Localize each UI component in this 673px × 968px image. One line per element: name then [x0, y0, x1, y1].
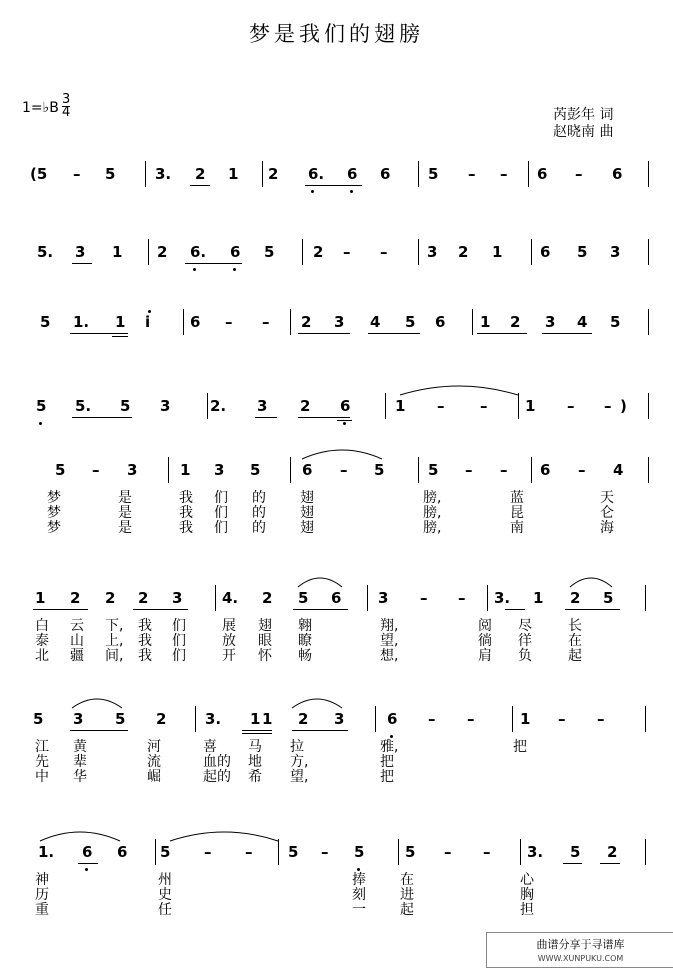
score-note: –: [578, 461, 586, 479]
lyric-word: 肩: [478, 648, 492, 664]
lyric-word: 心: [520, 872, 534, 888]
lyric-word: 重: [35, 902, 49, 918]
score-note: 1: [520, 710, 531, 728]
score-note: –: [465, 461, 473, 479]
lyric-word: 雅,: [380, 739, 399, 755]
lyric-word: 翅: [300, 490, 314, 506]
score-note: 3: [160, 397, 171, 415]
lyric-word: 徜: [478, 633, 492, 649]
score-note: 5: [250, 461, 261, 479]
score-note: 3.: [494, 589, 511, 607]
lyric-word: 把: [380, 754, 394, 770]
score-note: 2: [156, 710, 167, 728]
lyric-word: 喜: [203, 739, 217, 755]
score-note: –: [204, 843, 212, 861]
composer-credit: 赵晓南 曲: [553, 124, 614, 140]
lyric-word: 膀,: [423, 490, 442, 506]
score-note: 4.: [222, 589, 239, 607]
score-note: –: [558, 710, 566, 728]
lyric-word: 神: [35, 872, 49, 888]
song-title: 梦是我们的翅膀: [249, 22, 424, 46]
score-note: 5: [298, 589, 309, 607]
score-note: –: [467, 710, 475, 728]
score-note: 3.: [155, 165, 172, 183]
lyric-word: 怀: [258, 648, 272, 664]
score-note: 2: [570, 589, 581, 607]
score-note: 2: [157, 243, 168, 261]
lyric-word: 的: [252, 490, 266, 506]
score-note: 6: [190, 313, 201, 331]
score-note: 2: [268, 165, 279, 183]
lyric-word: 担: [520, 902, 534, 918]
score-note: 5: [115, 710, 126, 728]
lyric-word: 梦: [47, 505, 61, 521]
score-note: 6: [612, 165, 623, 183]
lyric-word: 畅: [298, 648, 312, 664]
score-note: 3: [214, 461, 225, 479]
lyric-word: 在: [400, 872, 414, 888]
lyric-word: 膀,: [423, 505, 442, 521]
score-note: 6: [302, 461, 313, 479]
score-note: 2: [195, 165, 206, 183]
score-note: 5: [160, 843, 171, 861]
lyric-word: 间,: [105, 648, 124, 664]
lyric-word: 徉: [518, 633, 532, 649]
score-note: –: [468, 165, 476, 183]
score-note: 3: [73, 710, 84, 728]
lyric-word: 进: [400, 887, 414, 903]
score-note: 6: [331, 589, 342, 607]
slur-arc: [40, 832, 120, 841]
score-note: 5: [610, 313, 621, 331]
score-note: 3.: [527, 843, 544, 861]
score-note: 1: [228, 165, 239, 183]
lyric-word: 下,: [105, 618, 124, 634]
score-note: 2: [301, 313, 312, 331]
score-note: 2: [138, 589, 149, 607]
lyric-word: 仑: [600, 505, 614, 521]
lyric-word: 州: [158, 872, 172, 888]
footer-line1: 曲谱分享于寻谱库: [536, 938, 625, 951]
score-note: –: [73, 165, 81, 183]
lyric-word: 的: [252, 505, 266, 521]
score-note: 1: [262, 710, 273, 728]
lyric-word: 云: [70, 618, 84, 634]
lyric-word: 瞭: [298, 633, 312, 649]
lyric-word: 天: [600, 490, 614, 506]
score-note: –: [92, 461, 100, 479]
score-note: i: [145, 313, 151, 331]
score-note: –: [321, 843, 329, 861]
score-note: 6: [537, 165, 548, 183]
score-note: 5: [577, 243, 588, 261]
score-note: –: [420, 589, 428, 607]
lyric-word: 流: [147, 754, 161, 770]
score-note: 3: [334, 313, 345, 331]
lyric-word: 一: [352, 902, 366, 918]
score-note: 3.: [205, 710, 222, 728]
lyric-word: 任: [158, 902, 172, 918]
score-note: 2: [607, 843, 618, 861]
lyric-word: 翱: [298, 618, 312, 634]
lyric-word: 方,: [290, 754, 309, 770]
lyric-word: 我: [138, 648, 152, 664]
lyric-word: 血的: [203, 754, 231, 770]
lyric-word: 疆: [70, 648, 84, 664]
lyric-word: 起: [400, 902, 414, 918]
score-note: 1.: [73, 313, 90, 331]
lyric-word: 江: [35, 739, 49, 755]
score-note: 5: [405, 843, 416, 861]
score-note: 2: [298, 710, 309, 728]
score-note: 5: [105, 165, 116, 183]
lyric-word: 泰: [35, 633, 49, 649]
score-note: 6.: [308, 165, 325, 183]
lyric-word: 中: [35, 769, 49, 785]
lyricist-credit: 芮彭年 词: [553, 107, 614, 123]
score-note: 1: [395, 397, 406, 415]
score-note: 5: [40, 313, 51, 331]
lyric-word: 眼: [258, 633, 272, 649]
lyric-word: 是: [118, 505, 132, 521]
score-note: 6: [117, 843, 128, 861]
lyric-word: 们: [172, 618, 186, 634]
score-note: 3: [427, 243, 438, 261]
lyric-word: 我: [138, 618, 152, 634]
slur-arc: [170, 832, 278, 841]
score-note: –: [428, 710, 436, 728]
lyric-word: 华: [73, 769, 87, 785]
score-note: 5: [36, 397, 47, 415]
score-note: 1: [180, 461, 191, 479]
score-note: –: [245, 843, 253, 861]
slur-arc: [400, 386, 518, 395]
score-note: 5: [570, 843, 581, 861]
score-note: –: [437, 397, 445, 415]
lyric-word: 希: [248, 769, 262, 785]
lyric-word: 是: [118, 490, 132, 506]
lyric-word: 想,: [380, 648, 399, 664]
score-note: 2: [458, 243, 469, 261]
score-note: –: [575, 165, 583, 183]
lyric-word: 我: [138, 633, 152, 649]
lyric-word: 海: [600, 520, 614, 536]
slur-arc: [292, 699, 342, 708]
lyric-word: 把: [380, 769, 394, 785]
score-note: –: [380, 243, 388, 261]
score-note: 1: [492, 243, 503, 261]
lyric-word: 翅: [300, 505, 314, 521]
score-note: –: [262, 313, 270, 331]
lyric-word: 山: [70, 633, 84, 649]
score-note: 3: [172, 589, 183, 607]
score-note: –: [597, 710, 605, 728]
score-note: 3: [257, 397, 268, 415]
lyric-word: 们: [214, 490, 228, 506]
lyric-word: 辈: [73, 754, 87, 770]
slur-arc: [302, 450, 382, 459]
score-note: 3: [545, 313, 556, 331]
score-note: 1: [112, 243, 123, 261]
score-note: 3: [334, 710, 345, 728]
score-note: 1: [525, 397, 536, 415]
score-note: –: [458, 589, 466, 607]
score-note: 5: [405, 313, 416, 331]
lyric-word: 历: [35, 887, 49, 903]
score-note: 1: [250, 710, 261, 728]
score-note: 4: [613, 461, 624, 479]
lyric-word: 把: [513, 739, 527, 755]
lyric-word: 起的: [203, 769, 231, 785]
lyric-word: 黄: [73, 739, 87, 755]
score-note: ): [620, 397, 627, 415]
lyric-word: 胸: [520, 887, 534, 903]
score-note: 6: [387, 710, 398, 728]
lyric-word: 阅: [478, 618, 492, 634]
lyric-word: 我: [179, 505, 193, 521]
lyric-word: 开: [222, 648, 236, 664]
score-note: –: [500, 461, 508, 479]
score-note: 1: [480, 313, 491, 331]
score-note: –: [480, 397, 488, 415]
lyric-word: 南: [510, 520, 524, 536]
lyric-word: 白: [35, 618, 49, 634]
score-note: 6: [82, 843, 93, 861]
score-note: 1: [115, 313, 126, 331]
time-signature-numerator: 3: [62, 92, 71, 107]
score-note: 3: [378, 589, 389, 607]
lyric-word: 我: [179, 520, 193, 536]
lyric-word: 捧: [352, 872, 366, 888]
lyric-word: 史: [158, 887, 172, 903]
lyric-word: 的: [252, 520, 266, 536]
lyric-word: 我: [179, 490, 193, 506]
lyric-word: 梦: [47, 520, 61, 536]
slur-arc: [570, 578, 612, 587]
lyric-word: 展: [222, 618, 236, 634]
score-note: 4: [370, 313, 381, 331]
score-note: 1.: [38, 843, 55, 861]
score-note: 6: [347, 165, 358, 183]
lyric-word: 在: [568, 633, 582, 649]
lyric-word: 们: [214, 505, 228, 521]
lyric-word: 拉: [290, 739, 304, 755]
slur-arc: [72, 699, 122, 708]
score-note: 3: [127, 461, 138, 479]
lyric-word: 们: [214, 520, 228, 536]
lyric-word: 尽: [518, 618, 532, 634]
lyric-word: 崛: [147, 769, 161, 785]
score-note: –: [567, 397, 575, 415]
score-note: 5: [428, 165, 439, 183]
score-note: –: [500, 165, 508, 183]
score-note: –: [225, 313, 233, 331]
lyric-word: 望,: [290, 769, 309, 785]
time-signature-denominator: 4: [62, 105, 71, 120]
lyric-word: 们: [172, 633, 186, 649]
lyric-word: 膀,: [423, 520, 442, 536]
score-note: –: [604, 397, 612, 415]
score-note: 6: [230, 243, 241, 261]
lyric-word: 梦: [47, 490, 61, 506]
lyric-word: 刻: [352, 887, 366, 903]
score-note: 5: [374, 461, 385, 479]
score-note: 2: [262, 589, 273, 607]
lyric-word: 蓝: [510, 490, 524, 506]
lyric-word: 北: [35, 648, 49, 664]
lyric-word: 放: [222, 633, 236, 649]
lyric-word: 上,: [105, 633, 124, 649]
footer-watermark: [486, 932, 673, 968]
lyric-word: 昆: [510, 505, 524, 521]
lyric-word: 翅: [258, 618, 272, 634]
score-note: 5: [55, 461, 66, 479]
lyric-word: 负: [518, 648, 532, 664]
lyric-word: 河: [147, 739, 161, 755]
slur-arc: [298, 578, 342, 587]
lyric-word: 望,: [380, 633, 399, 649]
score-note: 1: [533, 589, 544, 607]
score-note: 6: [340, 397, 351, 415]
score-note: 2: [70, 589, 81, 607]
score-note: 5: [354, 843, 365, 861]
score-note: 2: [105, 589, 116, 607]
score-note: 5: [603, 589, 614, 607]
score-note: 6: [540, 243, 551, 261]
lyric-word: 是: [118, 520, 132, 536]
score-note: 6: [380, 165, 391, 183]
lyric-word: 翔,: [380, 618, 399, 634]
score-note: 5: [428, 461, 439, 479]
score-note: –: [343, 243, 351, 261]
footer-line2: WWW.XUNPUKU.COM: [537, 954, 624, 963]
score-note: 6.: [190, 243, 207, 261]
score-note: 5.: [75, 397, 92, 415]
lyric-word: 先: [35, 754, 49, 770]
lyric-word: 们: [172, 648, 186, 664]
score-note: 2: [313, 243, 324, 261]
score-note: 3: [610, 243, 621, 261]
score-note: 2: [300, 397, 311, 415]
lyric-word: 翅: [300, 520, 314, 536]
key-signature: 1=♭B: [22, 100, 59, 116]
lyric-word: 起: [568, 648, 582, 664]
score-note: 5: [120, 397, 131, 415]
score-note: 2.: [210, 397, 227, 415]
score-note: 1: [35, 589, 46, 607]
score-note: 5: [288, 843, 299, 861]
score-note: 4: [577, 313, 588, 331]
score-note: 3: [75, 243, 86, 261]
score-note: 6: [540, 461, 551, 479]
lyric-word: 地: [248, 754, 262, 770]
score-note: –: [340, 461, 348, 479]
score-note: –: [444, 843, 452, 861]
lyric-word: 长: [568, 618, 582, 634]
lyric-word: 马: [248, 739, 262, 755]
score-note: 6: [435, 313, 446, 331]
score-note: –: [483, 843, 491, 861]
score-note: 5: [264, 243, 275, 261]
score-note: 5: [33, 710, 44, 728]
score-note: 2: [510, 313, 521, 331]
score-note: 5.: [37, 243, 54, 261]
score-note: (5: [30, 165, 48, 183]
